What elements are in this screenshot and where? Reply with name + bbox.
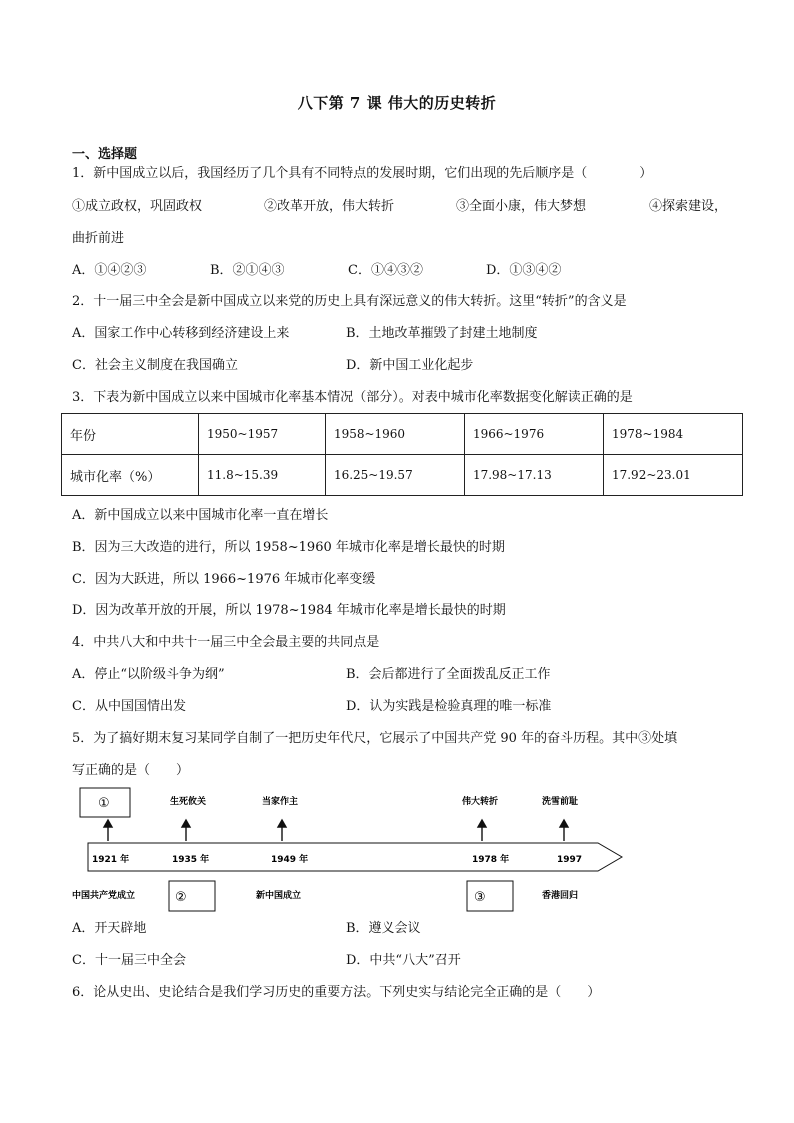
q3-option-c[interactable]: C．因为大跃进，所以 1966~1976 年城市化率变缓 <box>72 572 376 587</box>
timeline-year-5: 1997 <box>557 855 583 865</box>
table-cell: 1978~1984 <box>603 414 742 455</box>
q5-option-a[interactable]: A．开天辟地 <box>72 921 147 936</box>
table-row <box>62 455 743 496</box>
q1-item-3: ③全面小康，伟大梦想 <box>456 199 587 214</box>
question-6-stem: 6．论从史出、史论结合是我们学习历史的重要方法。下列史实与结论完全正确的是（ ） <box>72 985 601 1000</box>
question-5-stem: 5．为了搞好期末复习某同学自制了一把历史年代尺，它展示了中国共产党 90 年的奋斗历程。其中③处填 <box>72 731 678 746</box>
q2-option-c[interactable]: C．社会主义制度在我国确立 <box>72 358 238 373</box>
q3-option-b[interactable]: B．因为三大改造的进行，所以 1958~1960 年城市化率是增长最快的时期 <box>72 540 505 555</box>
table-header-row <box>62 414 743 455</box>
q1-option-b[interactable]: B．②①④③ <box>210 263 285 278</box>
timeline-year-3: 1949 年 <box>271 855 309 865</box>
q5-option-d[interactable]: D．中共“八大”召开 <box>346 953 461 968</box>
timeline-top-label-2: 生死攸关 <box>170 797 207 807</box>
table-cell: 1966~1976 <box>464 414 603 455</box>
table-cell: 17.98~17.13 <box>464 455 603 496</box>
question-5-stem-cont: 写正确的是（ ） <box>72 763 190 778</box>
timeline-year-4: 1978 年 <box>472 855 510 865</box>
question-4-stem: 4．中共八大和中共十一届三中全会最主要的共同点是 <box>72 635 380 650</box>
q4-option-c[interactable]: C．从中国国情出发 <box>72 699 186 714</box>
table-cell: 11.8~15.39 <box>199 455 326 496</box>
timeline-top-label-4: 伟大转折 <box>462 797 499 807</box>
timeline-bottom-label-1: 中国共产党成立 <box>72 891 136 901</box>
q1-item-2: ②改革开放，伟大转折 <box>264 199 395 214</box>
table-cell: 年份 <box>62 414 199 455</box>
q1-item-1: ①成立政权，巩固政权 <box>72 199 203 214</box>
table-cell: 城市化率（%） <box>62 455 199 496</box>
timeline-bottom-label-5: 香港回归 <box>542 891 579 901</box>
q1-item-4-wrap: 曲折前进 <box>72 231 125 246</box>
q4-option-d[interactable]: D．认为实践是检验真理的唯一标准 <box>346 699 552 714</box>
timeline-top-label-1: ① <box>98 796 110 811</box>
question-1-stem: 1．新中国成立以后，我国经历了几个具有不同特点的发展时期，它们出现的先后顺序是（ ） <box>72 166 653 181</box>
timeline-bottom-label-3: 新中国成立 <box>256 891 302 901</box>
q2-option-d[interactable]: D．新中国工业化起步 <box>346 358 474 373</box>
table-cell: 16.25~19.57 <box>325 455 464 496</box>
question-3-stem: 3．下表为新中国成立以来中国城市化率基本情况（部分）。对表中城市化率数据变化解读正确的是 <box>72 390 633 405</box>
table-cell: 17.92~23.01 <box>603 455 742 496</box>
section-title: 一、选择题 <box>72 147 138 162</box>
q1-item-4: ④探索建设， <box>649 199 728 214</box>
timeline-bottom-label-4: ③ <box>474 890 486 905</box>
q4-option-a[interactable]: A．停止“以阶级斗争为纲” <box>72 667 225 682</box>
timeline-ruler <box>88 843 622 871</box>
timeline-year-2: 1935 年 <box>172 855 210 865</box>
history-timeline <box>70 785 630 915</box>
timeline-arrows <box>104 820 568 841</box>
q2-option-b[interactable]: B．土地改革摧毁了封建土地制度 <box>346 326 538 341</box>
q2-option-a[interactable]: A．国家工作中心转移到经济建设上来 <box>72 326 290 341</box>
table-cell: 1958~1960 <box>325 414 464 455</box>
timeline-year-1: 1921 年 <box>92 855 130 865</box>
urbanization-table <box>61 413 743 496</box>
q4-option-b[interactable]: B．会后都进行了全面拨乱反正工作 <box>346 667 551 682</box>
question-2-stem: 2．十一届三中全会是新中国成立以来党的历史上具有深远意义的伟大转折。这里“转折”的含义是 <box>72 294 627 309</box>
q3-option-d[interactable]: D．因为改革开放的开展，所以 1978~1984 年城市化率是增长最快的时期 <box>72 603 506 618</box>
timeline-top-label-3: 当家作主 <box>262 797 299 807</box>
q5-option-c[interactable]: C．十一届三中全会 <box>72 953 186 968</box>
timeline-top-label-5: 洗雪前耻 <box>542 797 579 807</box>
q5-option-b[interactable]: B．遵义会议 <box>346 921 421 936</box>
q1-option-c[interactable]: C．①④③② <box>348 263 423 278</box>
table-cell: 1950~1957 <box>199 414 326 455</box>
timeline-bottom-label-2: ② <box>175 890 187 905</box>
q1-option-a[interactable]: A．①④②③ <box>72 263 147 278</box>
q3-option-a[interactable]: A．新中国成立以来中国城市化率一直在增长 <box>72 508 329 523</box>
page-title: 八下第 7 课 伟大的历史转折 <box>297 94 497 112</box>
q1-option-d[interactable]: D．①③④② <box>486 263 562 278</box>
